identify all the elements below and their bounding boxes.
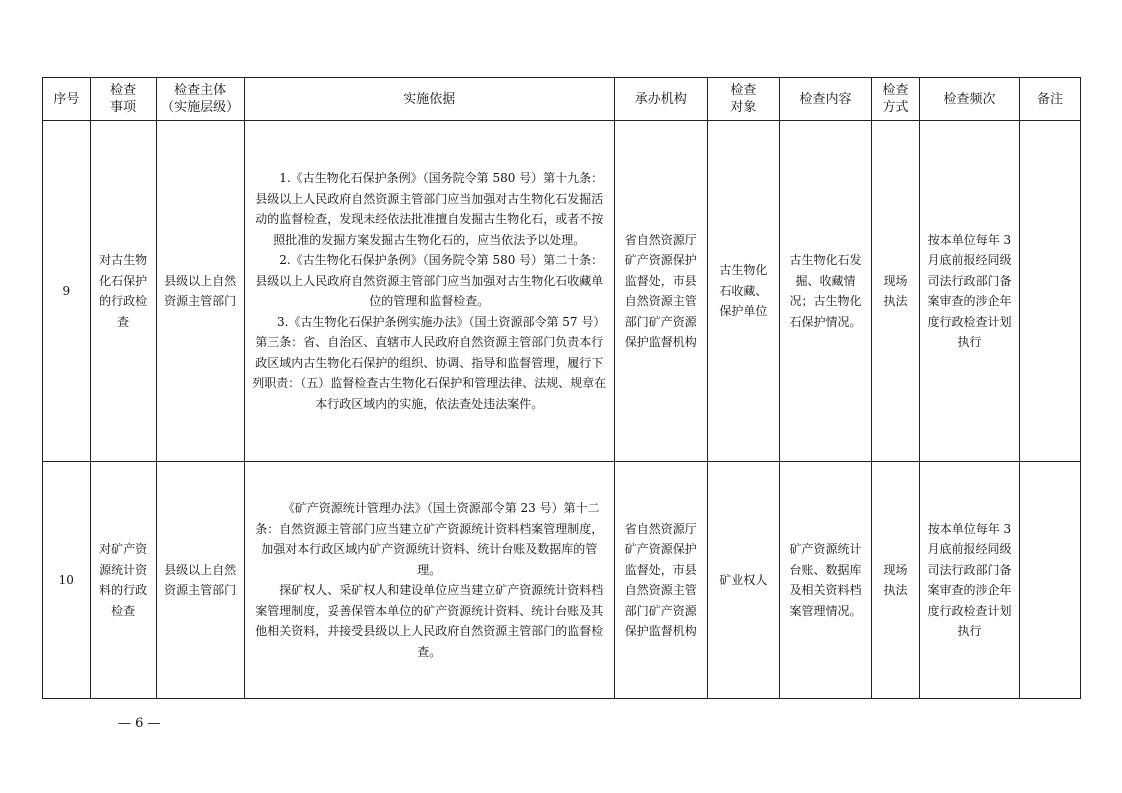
cell-content: 矿产资源统计台账、数据库及相关资料档案管理情况。 — [779, 462, 871, 699]
cell-content: 古生物化石发掘、收藏情况；古生物化石保护情况。 — [779, 121, 871, 462]
col-header-method: 检查 方式 — [872, 78, 920, 121]
basis-clause: 2.《古生物化石保护条例》（国务院令第 580 号）第二十条：县级以上人民政府自然资源主管部门应当加强对古生物化石收藏单位的管理和监督检查。 — [255, 253, 604, 308]
table-row — [43, 462, 1081, 699]
cell-method: 现场执法 — [872, 462, 920, 699]
table-row — [43, 121, 1081, 462]
basis-clause: 1.《古生物化石保护条例》（国务院令第 580 号）第十九条：县级以上人民政府自然资源主管部门应当加强对古生物化石发掘活动的监督检查，发现未经依法批准擅自发掘古生物化石，或者不按照批准的发掘方案发掘古生物化石的，应当依法予以处理。 — [255, 171, 604, 247]
col-header-basis: 实施依据 — [244, 78, 614, 121]
table-header-row — [43, 78, 1081, 121]
cell-seq: 10 — [43, 462, 91, 699]
basis-clause: 探矿权人、采矿权人和建设单位应当建立矿产资源统计资料档案管理制度，妥善保管本单位的矿产资源统计资料、统计台账及其他相关资料，并接受县级以上人民政府自然资源主管部门的监督检查。 — [255, 583, 604, 659]
cell-item: 对古生物化石保护的行政检查 — [90, 121, 156, 462]
cell-item: 对矿产资源统计资料的行政检查 — [90, 462, 156, 699]
col-header-content: 检查内容 — [779, 78, 871, 121]
basis-clause: 《矿产资源统计管理办法》（国土资源部令第 23 号）第十二条：自然资源主管部门应当建立矿产资源统计资料档案管理制度，加强对本行政区域内矿产资源统计资料、统计台账及数据库的管理。 — [255, 501, 604, 577]
cell-subject: 县级以上自然资源主管部门 — [156, 462, 244, 699]
cell-frequency: 按本单位每年 3 月底前报经同级司法行政部门备案审查的涉企年度行政检查计划执行 — [919, 462, 1019, 699]
inspection-table — [42, 77, 1081, 699]
cell-method: 现场执法 — [872, 121, 920, 462]
col-header-agency: 承办机构 — [614, 78, 707, 121]
col-header-object: 检查 对象 — [707, 78, 779, 121]
col-header-item: 检查 事项 — [90, 78, 156, 121]
col-header-subject: 检查主体 （实施层级） — [156, 78, 244, 121]
col-header-frequency: 检查频次 — [919, 78, 1019, 121]
page-number: — 6 — — [118, 716, 161, 731]
cell-agency: 省自然资源厅矿产资源保护监督处，市县自然资源主管部门矿产资源保护监督机构 — [614, 121, 707, 462]
cell-agency: 省自然资源厅矿产资源保护监督处，市县自然资源主管部门矿产资源保护监督机构 — [614, 462, 707, 699]
cell-object: 古生物化石收藏、保护单位 — [707, 121, 779, 462]
basis-clause: 3.《古生物化石保护条例实施办法》（国土资源部令第 57 号）第三条：省、自治区、直辖市人民政府自然资源主管部门负责本行政区域内古生物化石保护的组织、协调、指导和监督管理，履行下列职责：（五）监督检查古生物化石保护和管理法律、法规、规章在本行政区域内的实施，依法查处违法案件。 — [252, 314, 607, 411]
cell-remarks — [1020, 462, 1081, 699]
col-header-seq: 序号 — [43, 78, 91, 121]
cell-object: 矿业权人 — [707, 462, 779, 699]
cell-basis — [244, 121, 614, 462]
cell-subject: 县级以上自然资源主管部门 — [156, 121, 244, 462]
cell-remarks — [1020, 121, 1081, 462]
col-header-remarks: 备注 — [1020, 78, 1081, 121]
cell-frequency: 按本单位每年 3 月底前报经同级司法行政部门备案审查的涉企年度行政检查计划执行 — [919, 121, 1019, 462]
cell-basis — [244, 462, 614, 699]
cell-seq: 9 — [43, 121, 91, 462]
